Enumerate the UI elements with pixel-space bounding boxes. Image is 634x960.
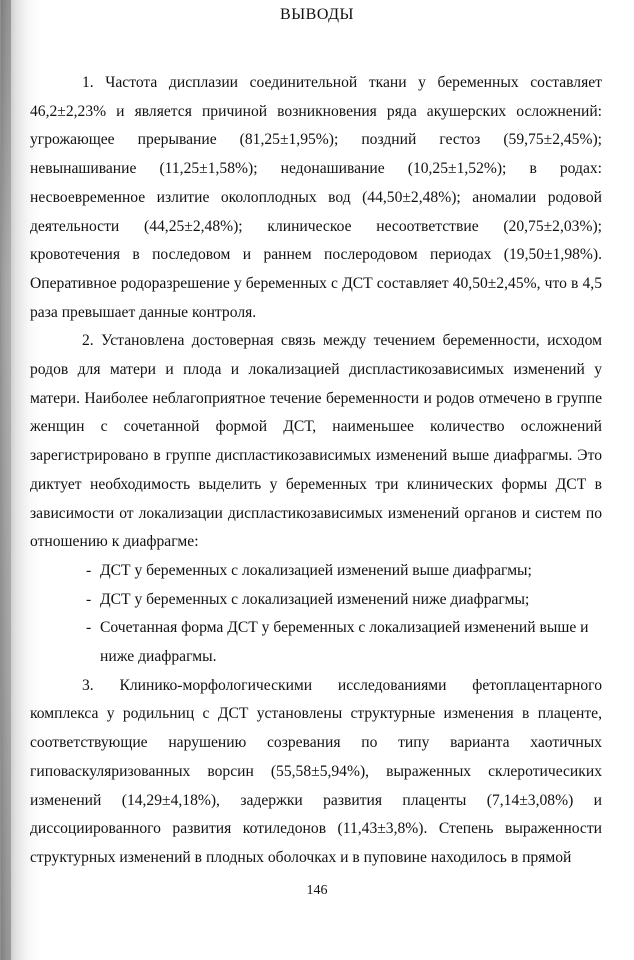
list-item-text: ДСТ у беременных с локализацией изменений ниже диафрагмы; — [100, 590, 530, 608]
list-item-text: Сочетанная форма ДСТ у беременных с локализацией изменений выше и ниже диафрагмы. — [100, 619, 589, 666]
list-item — [30, 586, 602, 615]
paragraph-3: 3. Клинико-морфологическими исследованиями фетоплацентарного комплекса у родильниц с ДСТ установлены структурные изменения в плаценте, соответствующие нарушению созревания по типу варианта хаотичных гиповаскуляризованных ворсин (55,58±5,94%), выраженных склеротичесиких изменений (14,29±4,18%), задержки развития плаценты (7,14±3,08%) и диссоциированного развития котиледонов (11,43±3,8%). Степень выраженности структурных изменений в плодных оболочках и в пуповине находилось в прямой — [30, 676, 602, 866]
list-item — [30, 614, 602, 671]
bullet-dash: - — [86, 561, 92, 579]
list-item-text: ДСТ у беременных с локализацией изменений выше диафрагмы; — [100, 561, 532, 579]
page-number: 146 — [306, 883, 328, 898]
binding-edge — [1, 0, 11, 960]
bullet-dash: - — [86, 619, 92, 637]
paragraph-2: 2. Установлена достоверная связь между течением беременности, исходом родов для матери и плода и локализацией диспластикозависимых изменений у матери. Наиболее неблагоприятное течение беременности и родов отмечено в группе женщин с сочетанной формой ДСТ, наименьшее количество осложнений зарегистрировано в группе диспластикозависимых изменений выше диафрагмы. Это диктует необходимость выделить у беременных три клинических формы ДСТ в зависимости от локализации диспластикозависимых изменений органов и систем по отношению к диафрагме: — [30, 332, 602, 551]
paragraph-1: 1. Частота дисплазии соединительной ткани у беременных составляет 46,2±2,23% и является причиной возникновения ряда акушерских осложнений: угрожающее прерывание (81,25±1,95%); поздний гестоз (59,75±2,45%); невынашивание (11,25±1,58%); недонашивание (10,25±1,52%); в родах: несвоевременное излитие околоплодных вод (44,50±2,48%); аномалии родовой деятельности (44,25±2,48%); клиническое несоответствие (20,75±2,03%); кровотечения в последовом и раннем послеродовом периодах (19,50±1,98%). Оперативное родоразрешение у беременных с ДСТ составляет 40,50±2,45%, что в 4,5 раза превышает данные контроля. — [30, 74, 602, 321]
bullet-list — [30, 557, 602, 672]
list-item — [30, 557, 602, 586]
page-title: ВЫВОДЫ — [280, 6, 354, 23]
bullet-dash: - — [86, 590, 92, 608]
page-body — [30, 69, 602, 873]
